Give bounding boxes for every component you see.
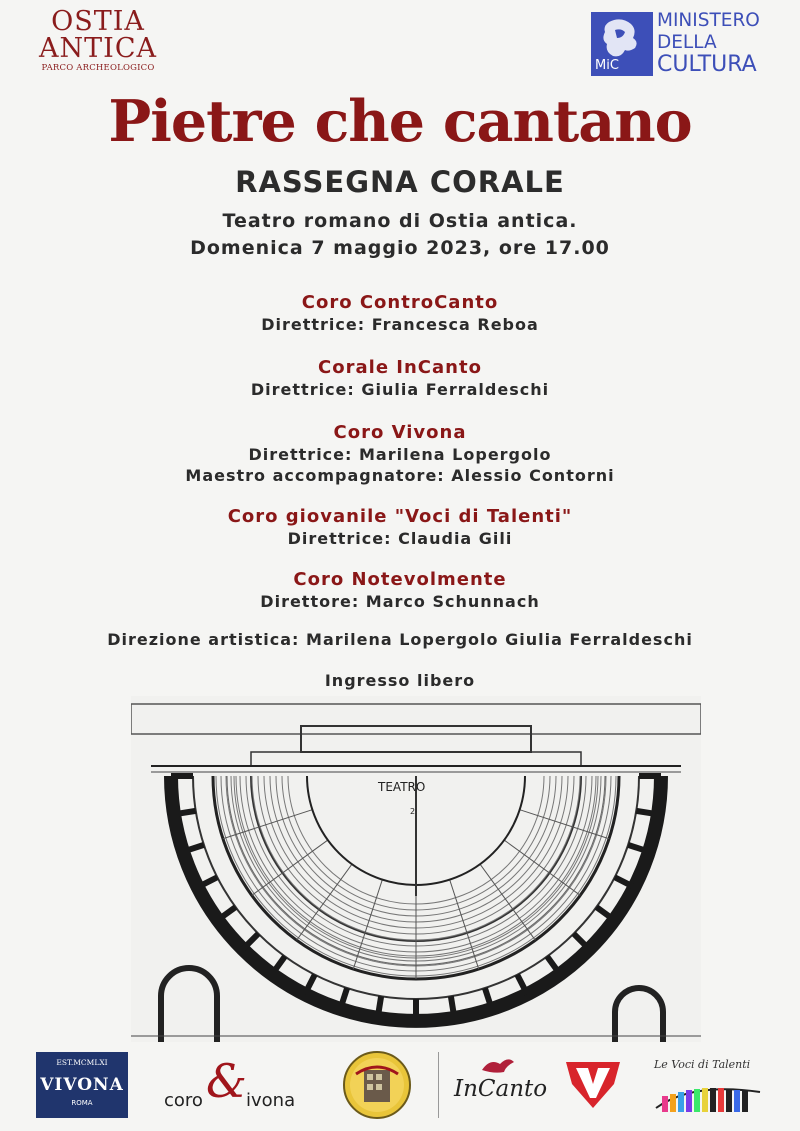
vivona-logo bbox=[36, 1052, 128, 1118]
choir-name: Corale InCanto bbox=[318, 357, 482, 378]
choir-director: Direttrice: Giulia Ferraldeschi bbox=[250, 380, 550, 399]
controcanto-logo bbox=[342, 1050, 412, 1120]
vivona-est: EST.MCMLXI bbox=[56, 1058, 108, 1067]
event-subtitle: RASSEGNA CORALE bbox=[235, 165, 565, 199]
ostia-logo-line3: PARCO ARCHEOLOGICO bbox=[41, 63, 155, 73]
voci-di-talenti-logo bbox=[652, 1052, 764, 1120]
incanto-logo bbox=[450, 1054, 548, 1118]
coro-vivona-amp: & bbox=[206, 1054, 247, 1108]
plan-number: 2 bbox=[410, 807, 416, 816]
incanto-word: InCanto bbox=[454, 1076, 548, 1102]
choir-name: Coro Notevolmente bbox=[293, 569, 507, 590]
theatre-plan-image bbox=[131, 696, 701, 1042]
choir-item bbox=[0, 569, 800, 612]
mic-line1: MINISTERO bbox=[657, 10, 760, 31]
choir-director: Direttrice: Marilena Lopergolo bbox=[248, 445, 552, 464]
choir-name: Coro ControCanto bbox=[301, 292, 499, 313]
event-title: Pietre che cantano bbox=[108, 88, 692, 155]
bird-icon bbox=[478, 1054, 518, 1076]
choir-name: Coro giovanile "Voci di Talenti" bbox=[227, 506, 573, 527]
mic-words bbox=[657, 10, 760, 76]
choir-item bbox=[0, 422, 800, 486]
choir-item bbox=[0, 357, 800, 400]
vivona-name: VIVONA bbox=[40, 1075, 124, 1095]
artistic-direction: Direzione artistica: Marilena Lopergolo Giulia Ferraldeschi bbox=[107, 630, 693, 649]
date-text: Domenica 7 maggio 2023, ore 17.00 bbox=[190, 237, 610, 259]
sponsor-divider bbox=[438, 1052, 439, 1118]
mic-mark-icon bbox=[591, 12, 653, 76]
ostia-logo-line2: ANTICA bbox=[39, 33, 157, 64]
plan-label: TEATRO bbox=[378, 780, 426, 794]
choir-name: Coro Vivona bbox=[333, 422, 467, 443]
vivona-city: ROMA bbox=[71, 1099, 93, 1107]
venue-block bbox=[0, 208, 800, 262]
ostia-logo-line1: OSTIA bbox=[51, 6, 145, 37]
choir-director: Direttrice: Francesca Reboa bbox=[261, 315, 539, 334]
ostia-antica-logo bbox=[36, 8, 160, 80]
mic-line3: CULTURA bbox=[657, 52, 757, 77]
venue-text: Teatro romano di Ostia antica. bbox=[222, 210, 578, 232]
choir-item bbox=[0, 506, 800, 549]
coro-vivona-logo bbox=[154, 1054, 314, 1118]
choir-director: Direttrice: Claudia Gili bbox=[287, 529, 513, 548]
coro-vivona-word1: coro bbox=[164, 1090, 203, 1111]
sponsor-logos bbox=[0, 1048, 800, 1124]
entry-info: Ingresso libero bbox=[324, 671, 476, 690]
choir-accompanist: Maestro accompagnatore: Alessio Contorni bbox=[185, 466, 615, 485]
choir-director: Direttore: Marco Schunnach bbox=[260, 592, 540, 611]
ministero-cultura-logo bbox=[591, 12, 784, 76]
choir-item bbox=[0, 292, 800, 335]
voci-label: Le Voci di Talenti bbox=[654, 1058, 751, 1071]
coro-vivona-word2: ivona bbox=[246, 1090, 296, 1111]
vv-shield-logo bbox=[560, 1054, 626, 1114]
mic-line2: DELLA bbox=[657, 32, 717, 53]
mic-mark-text: MiC bbox=[595, 58, 619, 73]
